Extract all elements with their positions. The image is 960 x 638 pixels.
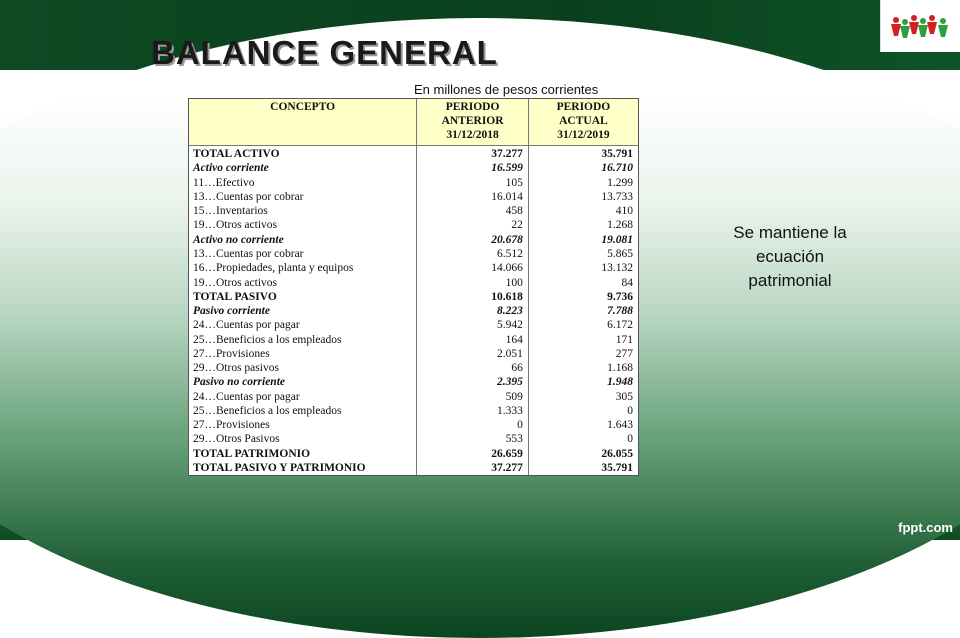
row-label: 27…Provisiones	[189, 347, 417, 361]
header-periodo-actual	[528, 99, 638, 146]
row-value-anterior: 100	[417, 275, 529, 289]
header-line: ACTUAL	[559, 115, 608, 127]
row-value-actual: 35.791	[601, 461, 633, 474]
row-value-anterior: 509	[417, 390, 529, 404]
row-value-anterior: 6.512	[417, 247, 529, 261]
row-value-actual: 7.788	[607, 305, 633, 318]
row-label: 29…Otros Pasivos	[189, 432, 417, 446]
row-label: 19…Otros activos	[189, 275, 417, 289]
side-note	[704, 221, 876, 293]
row-value-actual: 16.710	[601, 162, 633, 175]
row-value-anterior: 37.277	[417, 461, 529, 475]
row-value-anterior: 553	[417, 432, 529, 446]
row-value-anterior: 2.395	[417, 375, 529, 389]
row-label: 25…Beneficios a los empleados	[189, 404, 417, 418]
row-value-actual: 13.733	[601, 190, 633, 203]
header-line: ANTERIOR	[441, 115, 504, 127]
row-value-actual: 5.865	[607, 247, 633, 260]
row-value-anterior: 10.618	[417, 290, 529, 304]
row-label: 15…Inventarios	[189, 204, 417, 218]
side-note-line: patrimonial	[748, 271, 832, 290]
row-label: Pasivo no corriente	[189, 375, 417, 389]
table-row	[189, 361, 638, 375]
row-value-anterior: 20.678	[417, 233, 529, 247]
row-value-actual: 1.268	[607, 219, 633, 232]
row-value-anterior: 66	[417, 361, 529, 375]
table-row	[189, 404, 638, 418]
row-value-actual: 171	[615, 333, 633, 346]
row-value-anterior: 16.599	[417, 161, 529, 175]
row-label: 29…Otros pasivos	[189, 361, 417, 375]
row-label: 24…Cuentas por pagar	[189, 318, 417, 332]
row-value-actual: 0	[627, 404, 633, 417]
side-note-line: ecuación	[755, 247, 825, 266]
row-value-anterior: 37.277	[417, 146, 529, 162]
row-value-actual: 277	[615, 347, 633, 360]
table-row	[189, 247, 638, 261]
row-label: Pasivo corriente	[189, 304, 417, 318]
table-row	[189, 161, 638, 175]
table-row	[189, 447, 638, 461]
table-row	[189, 332, 638, 346]
row-label: TOTAL ACTIVO	[189, 146, 417, 162]
row-value-actual: 19.081	[601, 233, 633, 246]
table-row	[189, 204, 638, 218]
header-line: PERIODO	[556, 101, 611, 113]
row-value-actual: 1.643	[607, 419, 633, 432]
table-row	[189, 418, 638, 432]
row-value-anterior: 0	[417, 418, 529, 432]
people-logo-icon	[881, 0, 960, 52]
row-label: 19…Otros activos	[189, 218, 417, 232]
table-row	[189, 318, 638, 332]
table-row	[189, 347, 638, 361]
row-label: TOTAL PASIVO Y PATRIMONIO	[189, 461, 417, 475]
row-value-anterior: 1.333	[417, 404, 529, 418]
row-label: Activo corriente	[189, 161, 417, 175]
row-value-anterior: 14.066	[417, 261, 529, 275]
table-row	[189, 233, 638, 247]
table-row	[189, 290, 638, 304]
row-value-actual: 1.299	[607, 176, 633, 189]
page-title: BALANCE GENERAL	[151, 34, 498, 71]
header-concepto: CONCEPTO	[189, 99, 417, 146]
row-value-anterior: 26.659	[417, 447, 529, 461]
table-row	[189, 275, 638, 289]
row-label: 13…Cuentas por cobrar	[189, 190, 417, 204]
row-label: TOTAL PASIVO	[189, 290, 417, 304]
row-label: 24…Cuentas por pagar	[189, 390, 417, 404]
row-label: 27…Provisiones	[189, 418, 417, 432]
subtitle: En millones de pesos corrientes	[414, 82, 599, 97]
row-label: 13…Cuentas por cobrar	[189, 247, 417, 261]
row-label: 16…Propiedades, planta y equipos	[189, 261, 417, 275]
table-row	[189, 261, 638, 275]
logo	[880, 0, 960, 52]
table-row	[189, 375, 638, 389]
row-value-actual: 13.132	[601, 262, 633, 275]
row-value-actual: 410	[615, 205, 633, 218]
row-value-anterior: 2.051	[417, 347, 529, 361]
row-value-anterior: 22	[417, 218, 529, 232]
table-row	[189, 432, 638, 446]
row-value-anterior: 458	[417, 204, 529, 218]
table-row	[189, 390, 638, 404]
row-value-actual: 84	[621, 276, 633, 289]
table-header-row	[189, 99, 638, 146]
row-label: 11…Efectivo	[189, 176, 417, 190]
header-line: PERIODO	[445, 101, 500, 113]
table-row	[189, 176, 638, 190]
table-row	[189, 146, 638, 162]
row-value-actual: 0	[627, 433, 633, 446]
row-value-actual: 26.055	[601, 447, 633, 460]
side-note-line: Se mantiene la	[733, 223, 847, 242]
balance-table	[188, 98, 639, 476]
row-value-anterior: 164	[417, 332, 529, 346]
header-line: 31/12/2019	[557, 129, 610, 141]
row-value-actual: 305	[615, 390, 633, 403]
row-value-anterior: 105	[417, 176, 529, 190]
row-value-actual: 35.791	[601, 148, 633, 161]
header-line: 31/12/2018	[446, 129, 499, 141]
row-value-anterior: 5.942	[417, 318, 529, 332]
row-value-anterior: 16.014	[417, 190, 529, 204]
table-row	[189, 304, 638, 318]
row-label: Activo no corriente	[189, 233, 417, 247]
row-value-anterior: 8.223	[417, 304, 529, 318]
row-label: TOTAL PATRIMONIO	[189, 447, 417, 461]
row-value-actual: 9.736	[607, 290, 633, 303]
footer-brand: fppt.com	[898, 520, 953, 535]
row-value-actual: 6.172	[607, 319, 633, 332]
row-value-actual: 1.168	[607, 362, 633, 375]
header-periodo-anterior	[417, 99, 529, 146]
table-row	[189, 190, 638, 204]
table-row	[189, 218, 638, 232]
row-value-actual: 1.948	[607, 376, 633, 389]
row-label: 25…Beneficios a los empleados	[189, 332, 417, 346]
balance-table-grid	[189, 99, 638, 475]
table-row	[189, 461, 638, 475]
